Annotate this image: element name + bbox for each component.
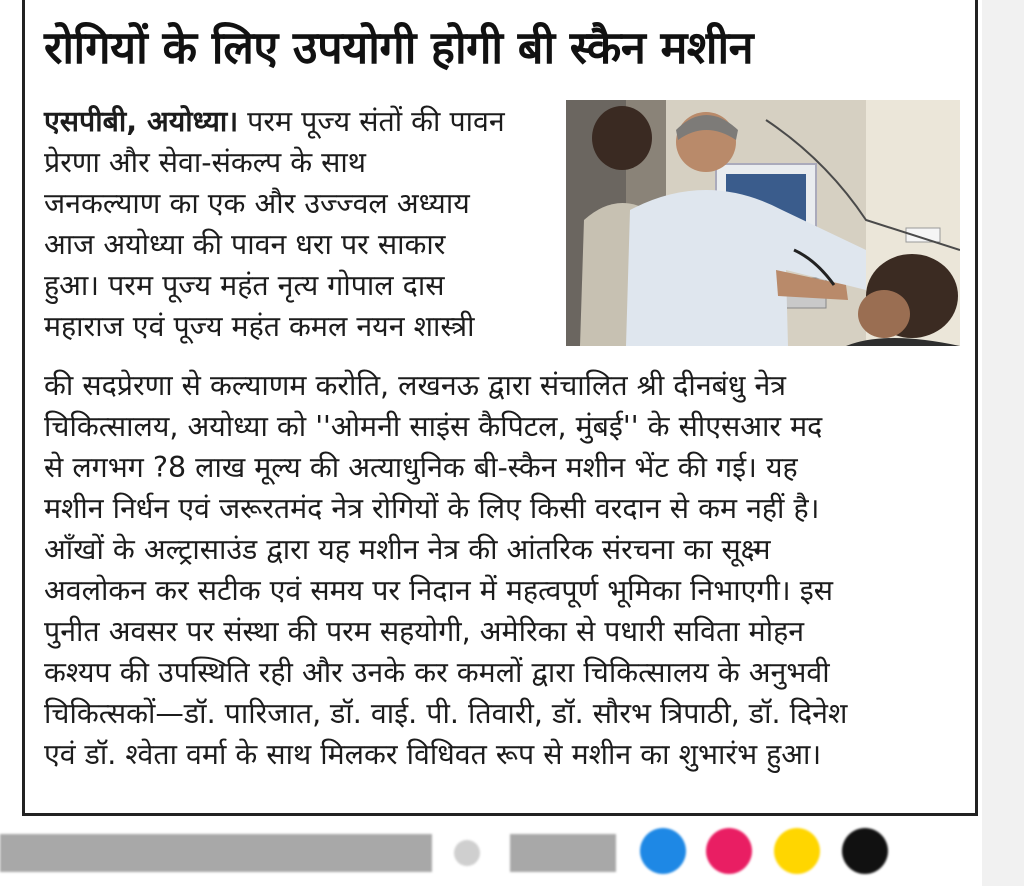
article-text-line: प्रेरणा और सेवा-संकल्प के साथ xyxy=(44,146,367,179)
article-text-line: चिकित्सालय, अयोध्या को ''ओमनी साइंस कैपिटल, मुंबई'' के सीएसआर मद xyxy=(44,410,823,443)
article-text-line xyxy=(44,102,505,142)
magenta-color-dot xyxy=(706,828,752,874)
article-text-line: महाराज एवं पूज्य महंत कमल नयन शास्त्री xyxy=(44,310,475,343)
article-text-line: पुनीत अवसर पर संस्था की परम सहयोगी, अमेरिका से पधारी सविता मोहन xyxy=(44,615,805,648)
cyan-color-dot xyxy=(640,828,686,874)
first-line-text: परम पूज्य संतों की पावन xyxy=(238,105,505,138)
gray-density-bar xyxy=(510,834,616,872)
article-text-line: की सदप्रेरणा से कल्याणम करोति, लखनऊ द्वारा संचालित श्री दीनबंधु नेत्र xyxy=(44,369,787,402)
article-text-line: से लगभग ?8 लाख मूल्य की अत्याधुनिक बी-स्कैन मशीन भेंट की गई। यह xyxy=(44,451,798,484)
article-text-line: मशीन निर्धन एवं जरूरतमंद नेत्र रोगियों के लिए किसी वरदान से कम नहीं है। xyxy=(44,492,820,525)
dateline: एसपीबी, अयोध्या। xyxy=(44,105,239,138)
registration-mark-icon xyxy=(454,840,480,866)
article-headline: रोगियों के लिए उपयोगी होगी बी स्कैन मशीन xyxy=(44,21,754,74)
article-text-line: अवलोकन कर सटीक एवं समय पर निदान में महत्वपूर्ण भूमिका निभाएगी। इस xyxy=(44,574,833,607)
article-photo xyxy=(566,100,960,346)
article-text-line: कश्यप की उपस्थिति रही और उनके कर कमलों द्वारा चिकित्सालय के अनुभवी xyxy=(44,656,830,689)
black-color-dot xyxy=(842,828,888,874)
gray-density-bar xyxy=(0,834,432,872)
yellow-color-dot xyxy=(774,828,820,874)
article-text-line: चिकित्सकों—डॉ. पारिजात, डॉ. वाई. पी. तिवारी, डॉ. सौरभ त्रिपाठी, डॉ. दिनेश xyxy=(44,697,848,730)
article-text-line: जनकल्याण का एक और उज्ज्वल अध्याय xyxy=(44,187,470,220)
article-text-line: एवं डॉ. श्वेता वर्मा के साथ मिलकर विधिवत रूप से मशीन का शुभारंभ हुआ। xyxy=(44,738,822,771)
article-text-line: हुआ। परम पूज्य महंत नृत्य गोपाल दास xyxy=(44,269,445,302)
page-margin xyxy=(982,0,1024,886)
article-text-line: आँखों के अल्ट्रासाउंड द्वारा यह मशीन नेत्र की आंतरिक संरचना का सूक्ष्म xyxy=(44,533,771,566)
print-registration-strip xyxy=(0,822,982,886)
article-text-line: आज अयोध्या की पावन धरा पर साकार xyxy=(44,228,446,261)
